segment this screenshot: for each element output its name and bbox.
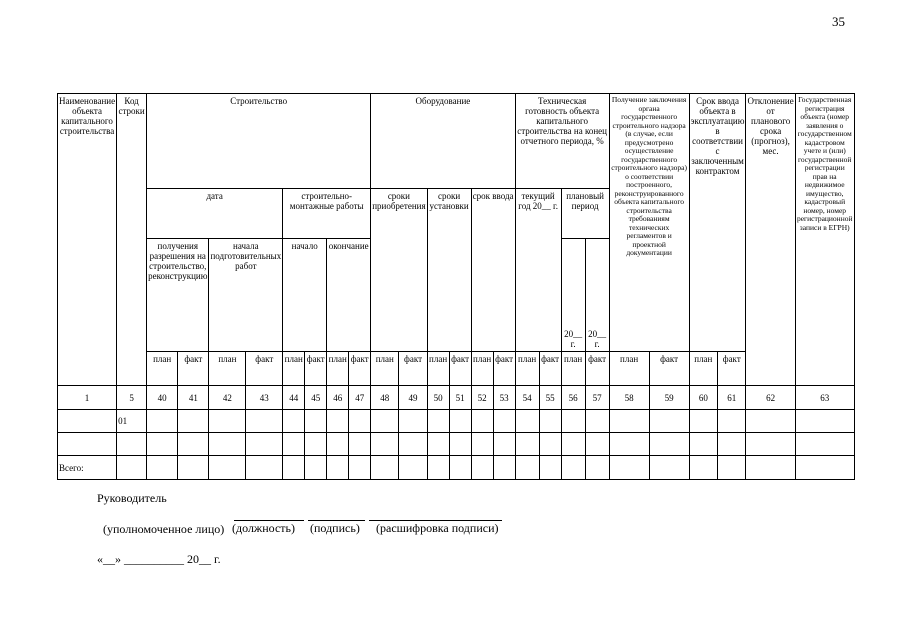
hdr-registration: Государственная регистрация объекта (номер заявления о государственном кадастровом учете и (или) государственной регистрации прав на недвижимое имущество, кадастровый номер, номер регистрационной записи в ЕГРН) — [795, 94, 854, 386]
hdr-plan: план — [283, 352, 305, 386]
hdr-commission-eq: срок ввода — [471, 189, 515, 352]
col-number: 42 — [209, 386, 246, 410]
hdr-plan: план — [147, 352, 178, 386]
col-number: 40 — [147, 386, 178, 410]
col-number: 55 — [539, 386, 561, 410]
hdr-plan: план — [327, 352, 349, 386]
position-caption: (должность) — [232, 521, 295, 535]
hdr-fact: факт — [246, 352, 283, 386]
col-number: 46 — [327, 386, 349, 410]
hdr-install: сроки установки — [427, 189, 471, 352]
hdr-fact: факт — [493, 352, 515, 386]
signature-date: «__» __________ 20__ г. — [97, 552, 221, 566]
report-table — [57, 93, 855, 480]
table-row — [58, 410, 855, 433]
row-code: 01 — [117, 410, 147, 433]
col-number: 51 — [449, 386, 471, 410]
hdr-smr: строительно-монтажные работы — [283, 189, 371, 239]
hdr-construction: Строительство — [147, 94, 371, 189]
hdr-deviation: Отклонение от планового срока (прогноз), мес. — [746, 94, 795, 386]
hdr-fact: факт — [585, 352, 609, 386]
hdr-readiness: Техническая готовность объекта капитального строительства на конец отчетного периода, % — [515, 94, 609, 189]
hdr-plan: план — [515, 352, 539, 386]
hdr-name: Наименование объекта капитального строительства — [58, 94, 117, 386]
hdr-start: начало — [283, 239, 327, 352]
hdr-prep: начала подготовительных работ — [209, 239, 283, 352]
col-number: 63 — [795, 386, 854, 410]
hdr-plan: план — [609, 352, 649, 386]
col-number: 60 — [689, 386, 717, 410]
col-number: 44 — [283, 386, 305, 410]
total-row — [58, 456, 855, 480]
hdr-fact: факт — [649, 352, 689, 386]
col-number: 56 — [561, 386, 585, 410]
total-label: Всего: — [58, 456, 117, 480]
hdr-permit: получения разрешения на строительство, реконструкцию — [147, 239, 209, 352]
hdr-plan: план — [371, 352, 399, 386]
hdr-commissioning: Срок ввода объекта в эксплуатацию в соответствии с заключенным контрактом — [689, 94, 746, 352]
sign-caption: (подпись) — [310, 521, 360, 535]
hdr-year-a: 20__ г. — [561, 239, 585, 352]
signature-head: Руководитель — [97, 491, 167, 505]
hdr-acquire: сроки приобретения — [371, 189, 427, 352]
col-number: 50 — [427, 386, 449, 410]
col-number: 5 — [117, 386, 147, 410]
col-number: 53 — [493, 386, 515, 410]
col-number: 43 — [246, 386, 283, 410]
hdr-fact: факт — [178, 352, 209, 386]
hdr-fact: факт — [305, 352, 327, 386]
col-number: 1 — [58, 386, 117, 410]
decode-caption: (расшифровка подписи) — [376, 521, 499, 535]
hdr-fact: факт — [718, 352, 746, 386]
col-number: 59 — [649, 386, 689, 410]
col-number: 52 — [471, 386, 493, 410]
hdr-fact: факт — [399, 352, 427, 386]
hdr-date: дата — [147, 189, 283, 239]
hdr-plan: план — [689, 352, 717, 386]
col-number: 61 — [718, 386, 746, 410]
hdr-plan: план — [209, 352, 246, 386]
col-number: 41 — [178, 386, 209, 410]
hdr-fact: факт — [539, 352, 561, 386]
col-number: 54 — [515, 386, 539, 410]
hdr-code: Код строки — [117, 94, 147, 386]
hdr-fact: факт — [449, 352, 471, 386]
hdr-plan: план — [561, 352, 585, 386]
col-number: 58 — [609, 386, 649, 410]
col-number: 57 — [585, 386, 609, 410]
hdr-plan: план — [427, 352, 449, 386]
hdr-year-b: 20__ г. — [585, 239, 609, 352]
hdr-current-year: текущий год 20__ г. — [515, 189, 561, 352]
col-number: 47 — [349, 386, 371, 410]
hdr-conclusion: Получение заключения органа государственного строительного надзора (в случае, если предусмотрено осуществление государственного строительного надзора) о соответствии построенного, реконструированного объекта капитального строительства требованиям технических регламентов и проектной документации — [609, 94, 689, 352]
col-number: 62 — [746, 386, 795, 410]
page-number: 35 — [832, 14, 845, 29]
col-number: 49 — [399, 386, 427, 410]
table-row — [58, 433, 855, 456]
hdr-end: окончание — [327, 239, 371, 352]
signature-authorized — [97, 507, 224, 537]
hdr-planned-period: плановый период — [561, 189, 609, 239]
hdr-plan: план — [471, 352, 493, 386]
hdr-fact: факт — [349, 352, 371, 386]
hdr-equipment: Оборудование — [371, 94, 515, 189]
signature-authorized-label: (уполномоченное лицо) — [103, 522, 225, 536]
col-number: 48 — [371, 386, 399, 410]
col-number: 45 — [305, 386, 327, 410]
